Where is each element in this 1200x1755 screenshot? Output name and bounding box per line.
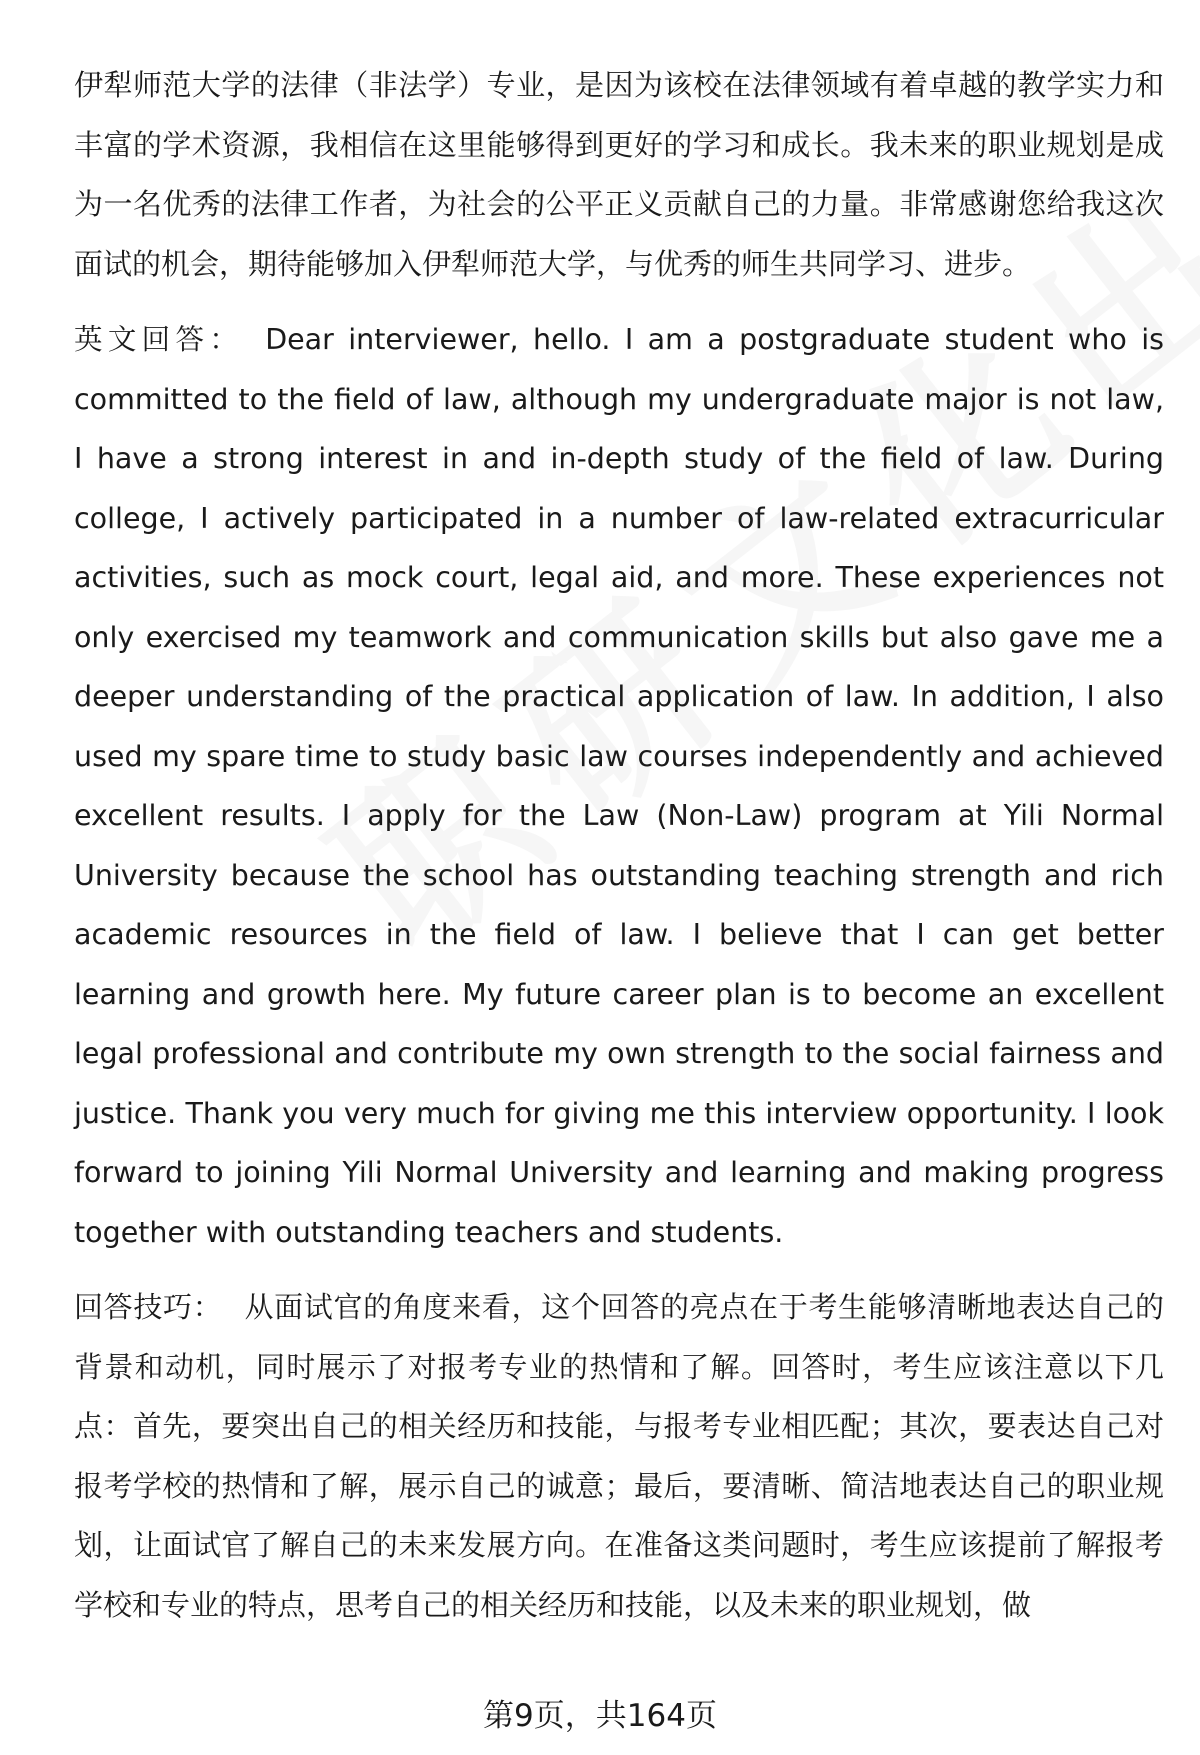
document-body <box>74 56 1164 1651</box>
english-answer-label: 英文回答： <box>74 323 244 356</box>
paragraph-answer-tips <box>74 1278 1164 1635</box>
page-number: 第9页，共164页 <box>483 1698 717 1734</box>
page-footer <box>0 1690 1200 1735</box>
paragraph-english-answer <box>74 310 1164 1262</box>
answer-tips-text: 从面试官的角度来看，这个回答的亮点在于考生能够清晰地表达自己的背景和动机，同时展示了对报考专业的热情和了解。回答时，考生应该注意以下几点：首先，要突出自己的相关经历和技能，与报考专业相匹配；其次，要表达自己对报考学校的热情和了解，展示自己的诚意；最后，要清晰、简洁地表达自己的职业规划，让面试官了解自己的未来发展方向。在准备这类问题时，考生应该提前了解报考学校和专业的特点，思考自己的相关经历和技能，以及未来的职业规划，做 <box>74 1290 1164 1622</box>
english-answer-text: Dear interviewer, hello. I am a postgraduate student who is committed to the field of law, although my undergraduate major is not law, I have a strong interest in and in-depth study of the field of law. During college, I actively participated in a number of law-related extracurricular activities, such as mock court, legal aid, and more. These experiences not only exercised my teamwork and communication skills but also gave me a deeper understanding of the practical application of law. In addition, I also used my spare time to study basic law courses independently and achieved excellent results. I apply for the Law (Non-Law) program at Yili Normal University because the school has outstanding teaching strength and rich academic resources in the field of law. I believe that I can get better learning and growth here. My future career plan is to become an excellent legal professional and contribute my own strength to the social fairness and justice. Thank you very much for giving me this interview opportunity. I look forward to joining Yili Normal University and learning and making progress together with outstanding teachers and students. <box>74 323 1164 1249</box>
answer-tips-label: 回答技巧： <box>74 1290 223 1324</box>
paragraph-intro-tail: 伊犁师范大学的法律（非法学）专业，是因为该校在法律领域有着卓越的教学实力和丰富的学术资源，我相信在这里能够得到更好的学习和成长。我未来的职业规划是成为一名优秀的法律工作者，为社会的公平正义贡献自己的力量。非常感谢您给我这次面试的机会，期待能够加入伊犁师范大学，与优秀的师生共同学习、进步。 <box>74 68 1164 281</box>
